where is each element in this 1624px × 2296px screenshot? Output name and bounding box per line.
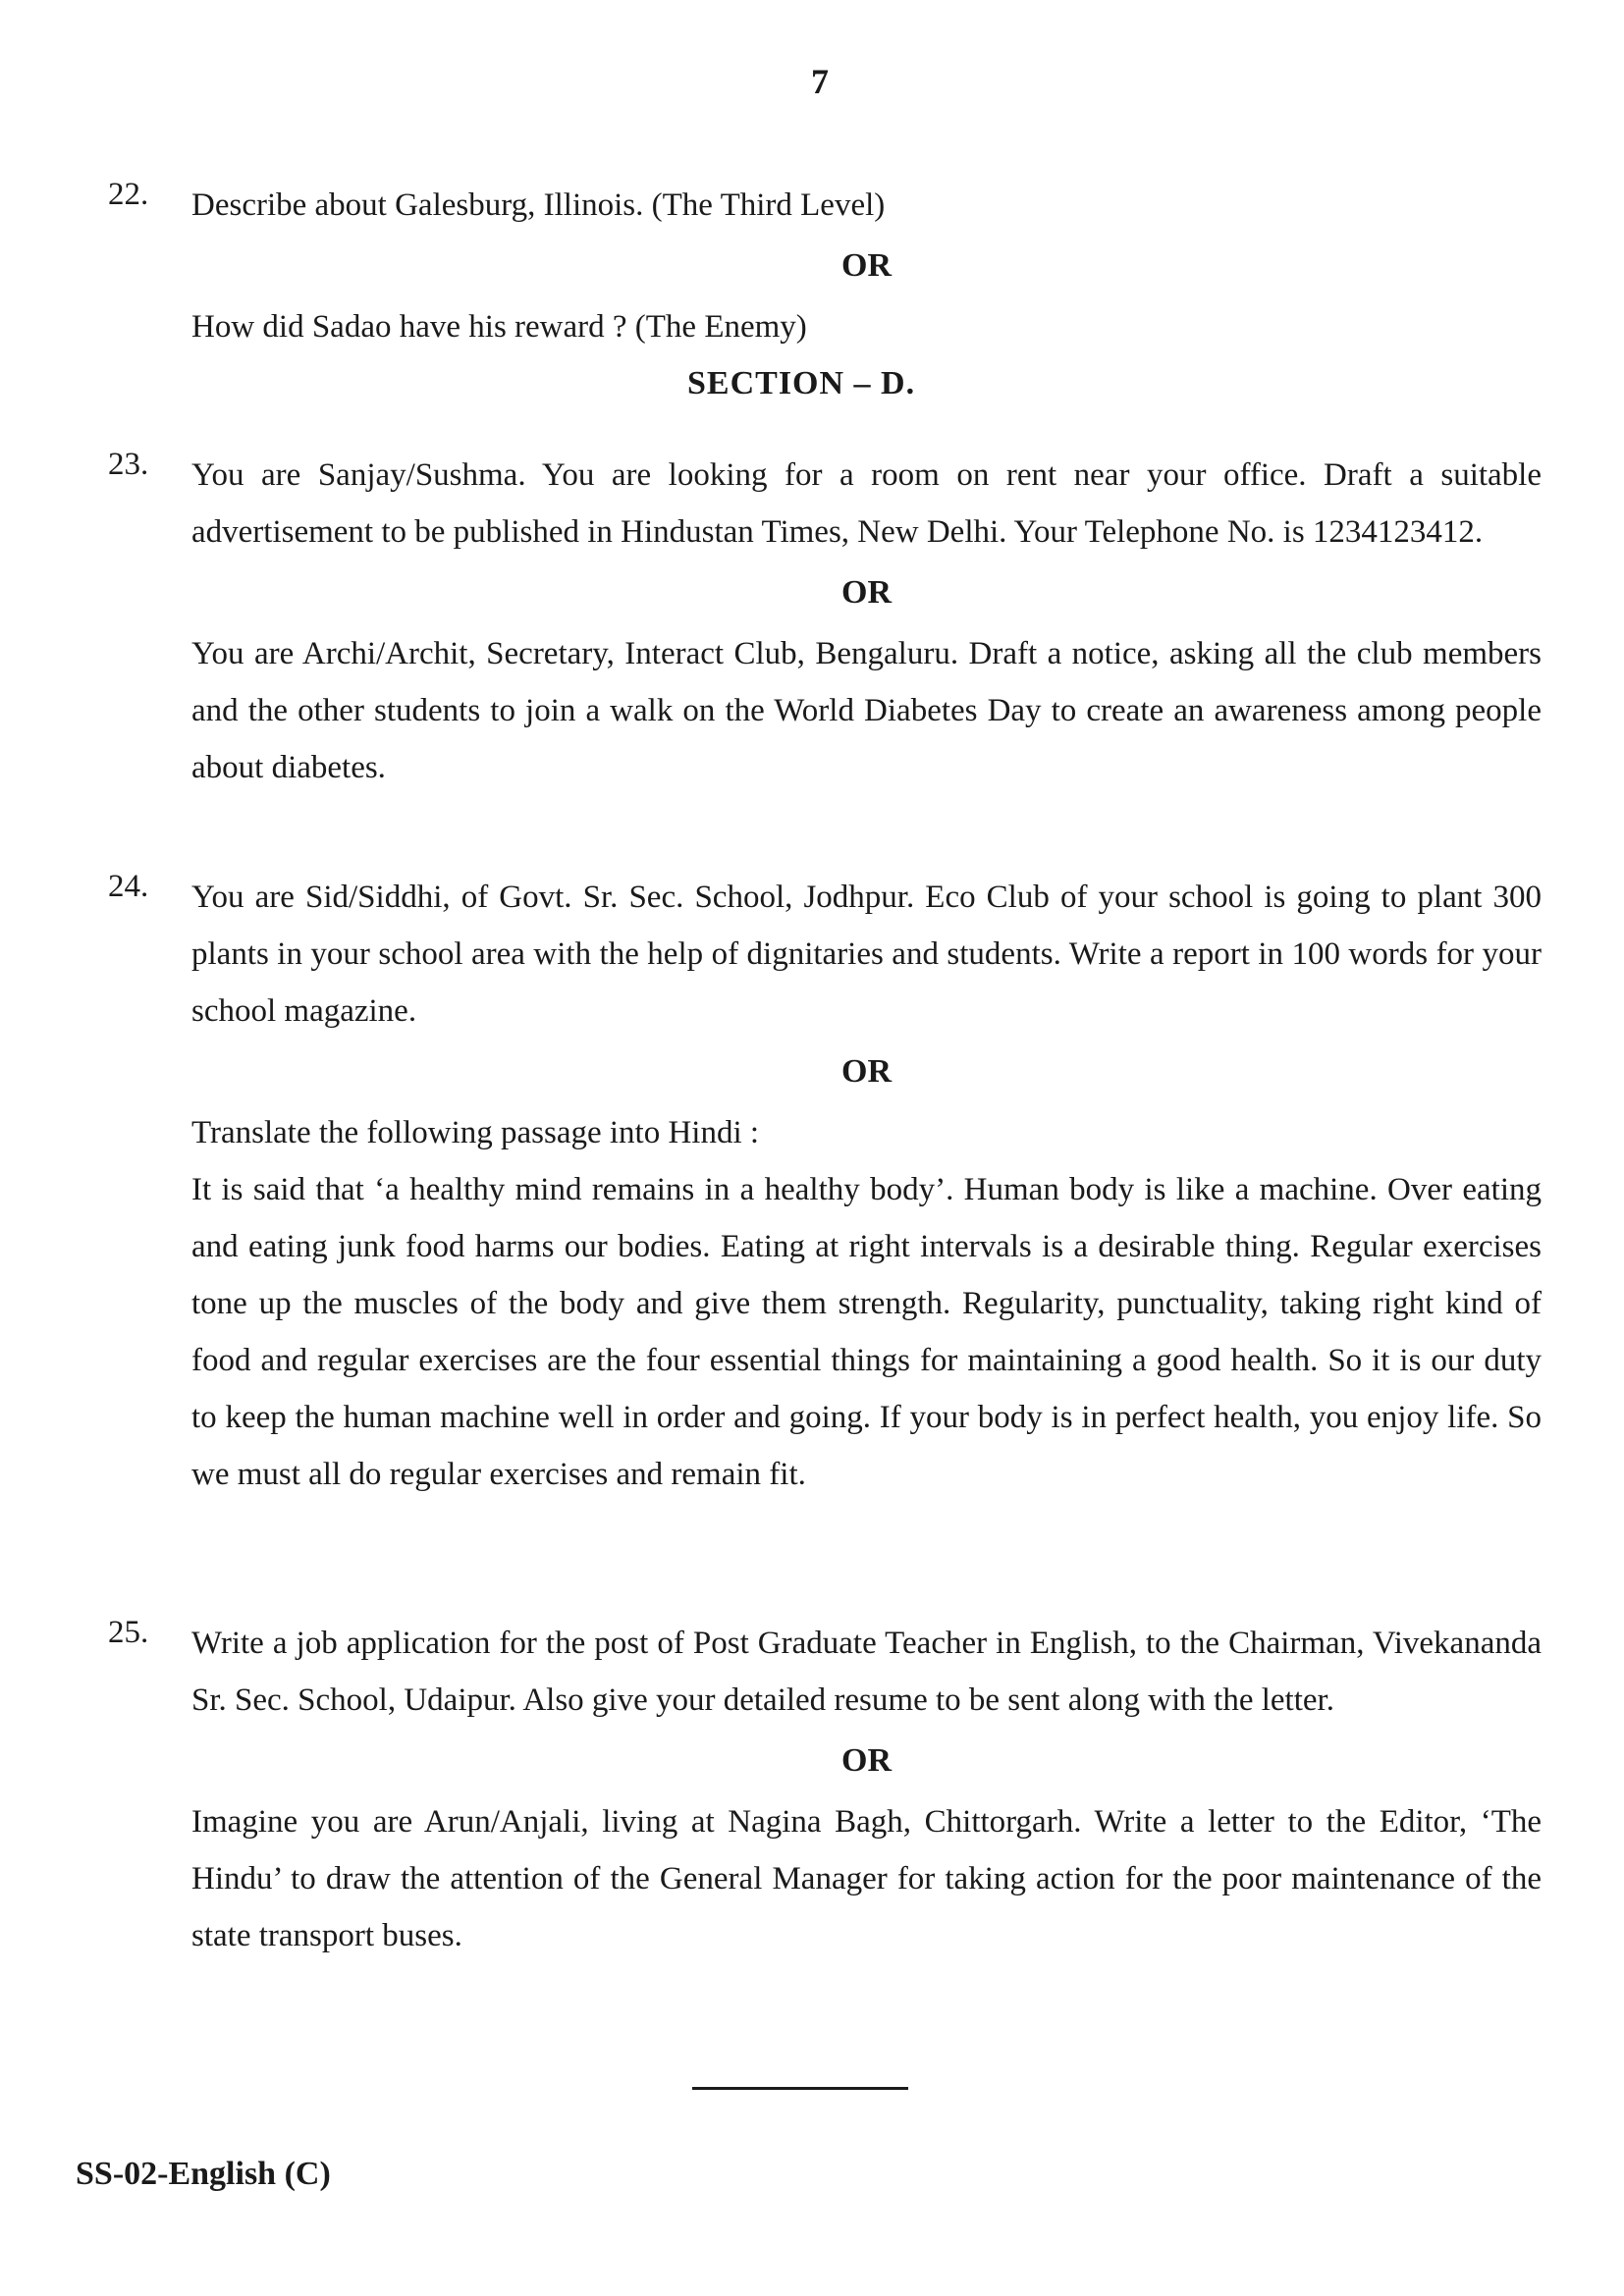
or-separator: OR bbox=[841, 574, 892, 611]
or-separator: OR bbox=[841, 247, 892, 284]
section-title: SECTION – D. bbox=[687, 365, 916, 401]
or-separator: OR bbox=[841, 1053, 892, 1090]
or-separator: OR bbox=[841, 1742, 892, 1779]
question-25 bbox=[108, 1615, 1542, 1964]
question-alt-text: You are Archi/Archit, Secretary, Interact Club, Bengaluru. Draft a notice, asking all the club members and the other students to join a walk on the World Diabetes Day to create an awareness among people about diabetes. bbox=[191, 636, 1542, 785]
question-text: You are Sanjay/Sushma. You are looking for a room on rent near your office. Draft a suitable advertisement to be published in Hindustan Times, New Delhi. Your Telephone No. is 1234123412. bbox=[191, 457, 1542, 550]
question-number: 24. bbox=[108, 869, 149, 904]
question-text: You are Sid/Siddhi, of Govt. Sr. Sec. School, Jodhpur. Eco Club of your school is going to plant 300 plants in your school area with the help of dignitaries and students. Write a report in 100 words for your school magazine. bbox=[191, 880, 1542, 1029]
question-alt-text: Imagine you are Arun/Anjali, living at Nagina Bagh, Chittorgarh. Write a letter to the Editor, ‘The Hindu’ to draw the attention of the General Manager for taking action for the poor maintenance of the state transport buses. bbox=[191, 1804, 1542, 1953]
question-number: 22. bbox=[108, 177, 149, 212]
question-text: Describe about Galesburg, Illinois. (The Third Level) bbox=[191, 187, 886, 223]
end-divider bbox=[692, 2087, 908, 2090]
translation-instruction: Translate the following passage into Hindi : bbox=[191, 1115, 760, 1150]
question-number: 23. bbox=[108, 447, 149, 482]
question-24 bbox=[108, 869, 1542, 1503]
paper-code: SS-02-English (C) bbox=[76, 2156, 331, 2192]
page-number: 7 bbox=[811, 62, 829, 101]
question-22 bbox=[108, 177, 1542, 355]
translation-passage: It is said that ‘a healthy mind remains in a healthy body’. Human body is like a machine. Over eating and eating junk food harms our bodies. Eating at right intervals is a desirable thing. Regular exercises tone up the muscles of the body and give them strength. Regularity, punctuality, taking right kind of food and regular exercises are the four essential things for maintaining a good health. So it is our duty to keep the human machine well in order and going. If your body is in perfect health, you enjoy life. So we must all do regular exercises and remain fit. bbox=[191, 1172, 1542, 1492]
question-23 bbox=[108, 447, 1542, 796]
question-number: 25. bbox=[108, 1615, 149, 1650]
question-text: Write a job application for the post of Post Graduate Teacher in English, to the Chairman, Vivekananda Sr. Sec. School, Udaipur. Also give your detailed resume to be sent along with the letter. bbox=[191, 1626, 1542, 1718]
question-alt-text: How did Sadao have his reward ? (The Enemy) bbox=[191, 309, 807, 345]
